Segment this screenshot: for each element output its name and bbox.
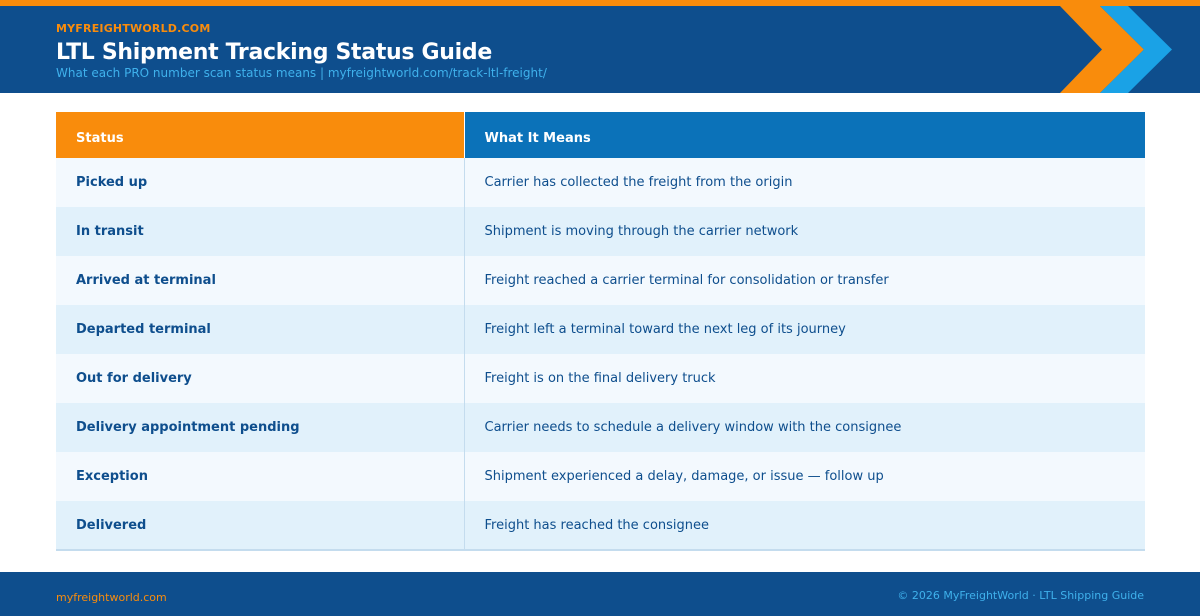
meaning-cell: Carrier needs to schedule a delivery window with the consignee <box>464 403 1145 452</box>
page-header <box>0 6 1200 93</box>
page-title: LTL Shipment Tracking Status Guide <box>56 40 492 65</box>
table-row <box>56 158 1145 207</box>
meaning-cell: Carrier has collected the freight from the origin <box>464 158 1145 207</box>
status-cell: Picked up <box>56 158 464 207</box>
page-subtitle: What each PRO number scan status means | myfreightworld.com/track-ltl-freight/ <box>56 66 547 80</box>
table-row <box>56 452 1145 501</box>
double-chevron-right-icon <box>1040 6 1200 93</box>
meaning-cell: Freight reached a carrier terminal for consolidation or transfer <box>464 256 1145 305</box>
column-header-status: Status <box>56 112 464 158</box>
meaning-cell: Freight has reached the consignee <box>464 501 1145 550</box>
brand-name: MYFREIGHTWORLD.COM <box>56 22 211 35</box>
table-row <box>56 403 1145 452</box>
footer-copyright: © 2026 MyFreightWorld · LTL Shipping Guide <box>897 589 1144 602</box>
status-cell: Exception <box>56 452 464 501</box>
table-header-row <box>56 112 1145 158</box>
page-footer <box>0 572 1200 616</box>
column-header-meaning: What It Means <box>464 112 1145 158</box>
meaning-cell: Shipment is moving through the carrier network <box>464 207 1145 256</box>
table-row <box>56 207 1145 256</box>
status-cell: Delivery appointment pending <box>56 403 464 452</box>
status-cell: Arrived at terminal <box>56 256 464 305</box>
status-cell: In transit <box>56 207 464 256</box>
meaning-cell: Freight left a terminal toward the next leg of its journey <box>464 305 1145 354</box>
table-row <box>56 256 1145 305</box>
status-table-container <box>56 112 1145 551</box>
table-row <box>56 501 1145 550</box>
table-row <box>56 305 1145 354</box>
footer-site-link[interactable]: myfreightworld.com <box>56 591 167 604</box>
table-row <box>56 354 1145 403</box>
status-cell: Out for delivery <box>56 354 464 403</box>
meaning-cell: Shipment experienced a delay, damage, or issue — follow up <box>464 452 1145 501</box>
status-table <box>56 112 1145 551</box>
meaning-cell: Freight is on the final delivery truck <box>464 354 1145 403</box>
status-cell: Departed terminal <box>56 305 464 354</box>
status-cell: Delivered <box>56 501 464 550</box>
